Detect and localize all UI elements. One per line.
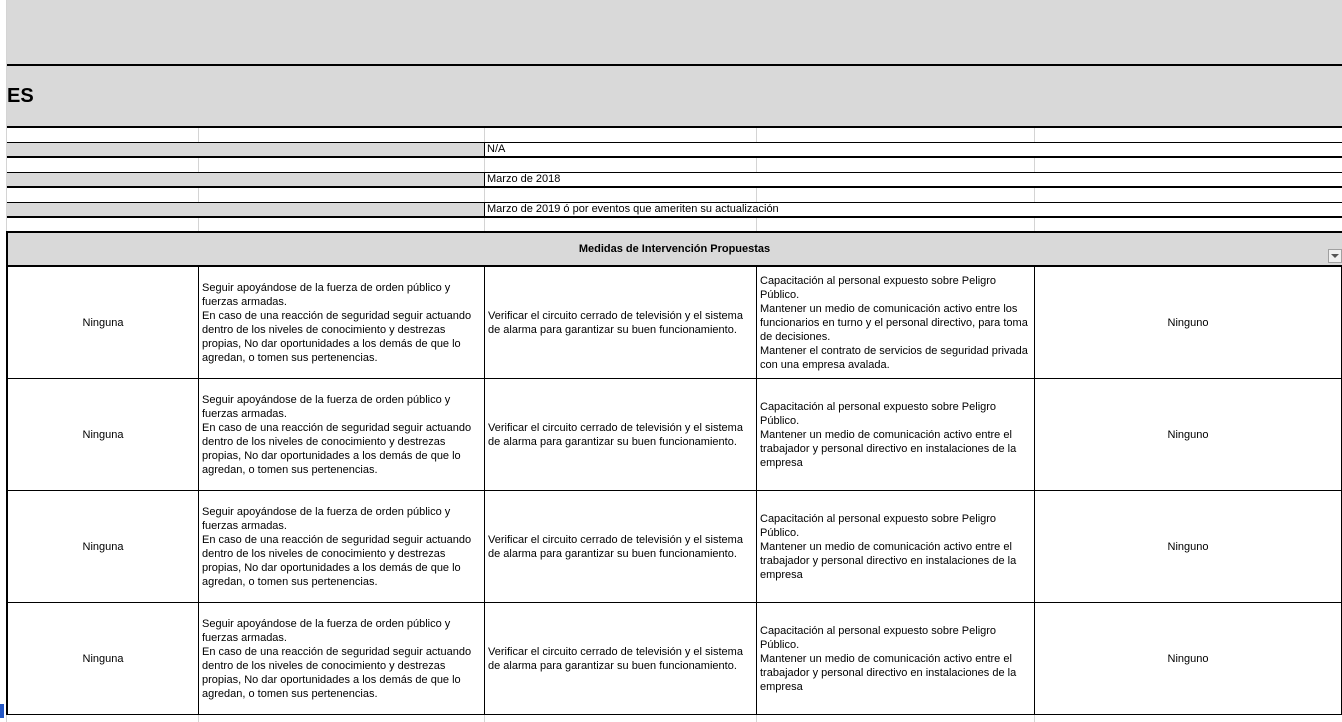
- title-border: [7, 126, 1342, 128]
- chevron-down-icon: [1331, 253, 1339, 259]
- cell-administrative-controls[interactable]: Capacitación al personal expuesto sobre Peligro Público. Mantener un medio de comunicación activo entre el trabajador y personal directivo en instalaciones de la empresa: [757, 491, 1035, 603]
- info-label-cell[interactable]: [7, 172, 484, 187]
- title-band: [7, 66, 1342, 126]
- cell-existing-controls[interactable]: Ninguna: [8, 379, 199, 491]
- selection-marker: [0, 704, 4, 718]
- cell-ppe[interactable]: Ninguno: [1035, 267, 1342, 379]
- header-band: [7, 0, 1342, 64]
- info-value-revision[interactable]: N/A: [484, 142, 1342, 157]
- info-label-cell[interactable]: [7, 142, 484, 157]
- cell-border: [484, 202, 485, 217]
- page-title: ES: [7, 84, 34, 107]
- cell-administrative-controls[interactable]: Capacitación al personal expuesto sobre Peligro Público. Mantener un medio de comunicación activo entre el trabajador y personal directivo en instalaciones de la empresa: [757, 379, 1035, 491]
- cell-individual-measures[interactable]: Seguir apoyándose de la fuerza de orden público y fuerzas armadas. En caso de una reacción de seguridad seguir actuando dentro de los niveles de conocimiento y destrezas propias, No dar oportunidades a los demás de que lo agredan, o tomen sus pertenencias.: [199, 379, 485, 491]
- row-border: [7, 186, 1342, 188]
- cell-engineering-controls[interactable]: Verificar el circuito cerrado de televisión y el sistema de alarma para garantizar su buen funcionamiento.: [485, 491, 757, 603]
- cell-ppe[interactable]: Ninguno: [1035, 379, 1342, 491]
- cell-ppe[interactable]: Ninguno: [1035, 603, 1342, 715]
- info-label-cell[interactable]: [7, 202, 484, 217]
- info-value-next-update[interactable]: Marzo de 2019 ó por eventos que ameriten su actualización: [484, 202, 1342, 217]
- cell-administrative-controls[interactable]: Capacitación al personal expuesto sobre Peligro Público. Mantener un medio de comunicación activo entre el trabajador y personal directivo en instalaciones de la empresa: [757, 603, 1035, 715]
- row-border: [7, 142, 1342, 143]
- cell-border: [484, 142, 485, 157]
- cell-existing-controls[interactable]: Ninguna: [8, 267, 199, 379]
- cell-administrative-controls[interactable]: Capacitación al personal expuesto sobre Peligro Público. Mantener un medio de comunicación activo entre los funcionarios en turno y el personal directivo, para toma de decisiones. Mantener el contrato de servicios de seguridad privada con una empresa avalada.: [757, 267, 1035, 379]
- row-border: [7, 216, 1342, 218]
- cell-existing-controls[interactable]: Ninguna: [8, 603, 199, 715]
- cell-engineering-controls[interactable]: Verificar el circuito cerrado de televisión y el sistema de alarma para garantizar su buen funcionamiento.: [485, 603, 757, 715]
- row-border: [7, 202, 1342, 203]
- filter-dropdown-button[interactable]: [1328, 249, 1342, 263]
- info-value-date[interactable]: Marzo de 2018: [484, 172, 1342, 187]
- row-border: [7, 172, 1342, 173]
- cell-engineering-controls[interactable]: Verificar el circuito cerrado de televisión y el sistema de alarma para garantizar su buen funcionamiento.: [485, 267, 757, 379]
- cell-individual-measures[interactable]: Seguir apoyándose de la fuerza de orden público y fuerzas armadas. En caso de una reacción de seguridad seguir actuando dentro de los niveles de conocimiento y destrezas propias, No dar oportunidades a los demás de que lo agredan, o tomen sus pertenencias.: [199, 267, 485, 379]
- cell-existing-controls[interactable]: Ninguna: [8, 491, 199, 603]
- cell-border: [484, 172, 485, 187]
- cell-engineering-controls[interactable]: Verificar el circuito cerrado de televisión y el sistema de alarma para garantizar su buen funcionamiento.: [485, 379, 757, 491]
- cell-ppe[interactable]: Ninguno: [1035, 491, 1342, 603]
- measures-header[interactable]: Medidas de Intervención Propuestas: [7, 233, 1342, 265]
- cell-individual-measures[interactable]: Seguir apoyándose de la fuerza de orden público y fuerzas armadas. En caso de una reacción de seguridad seguir actuando dentro de los niveles de conocimiento y destrezas propias, No dar oportunidades a los demás de que lo agredan, o tomen sus pertenencias.: [199, 491, 485, 603]
- cell-individual-measures[interactable]: Seguir apoyándose de la fuerza de orden público y fuerzas armadas. En caso de una reacción de seguridad seguir actuando dentro de los niveles de conocimiento y destrezas propias, No dar oportunidades a los demás de que lo agredan, o tomen sus pertenencias.: [199, 603, 485, 715]
- row-border: [7, 156, 1342, 158]
